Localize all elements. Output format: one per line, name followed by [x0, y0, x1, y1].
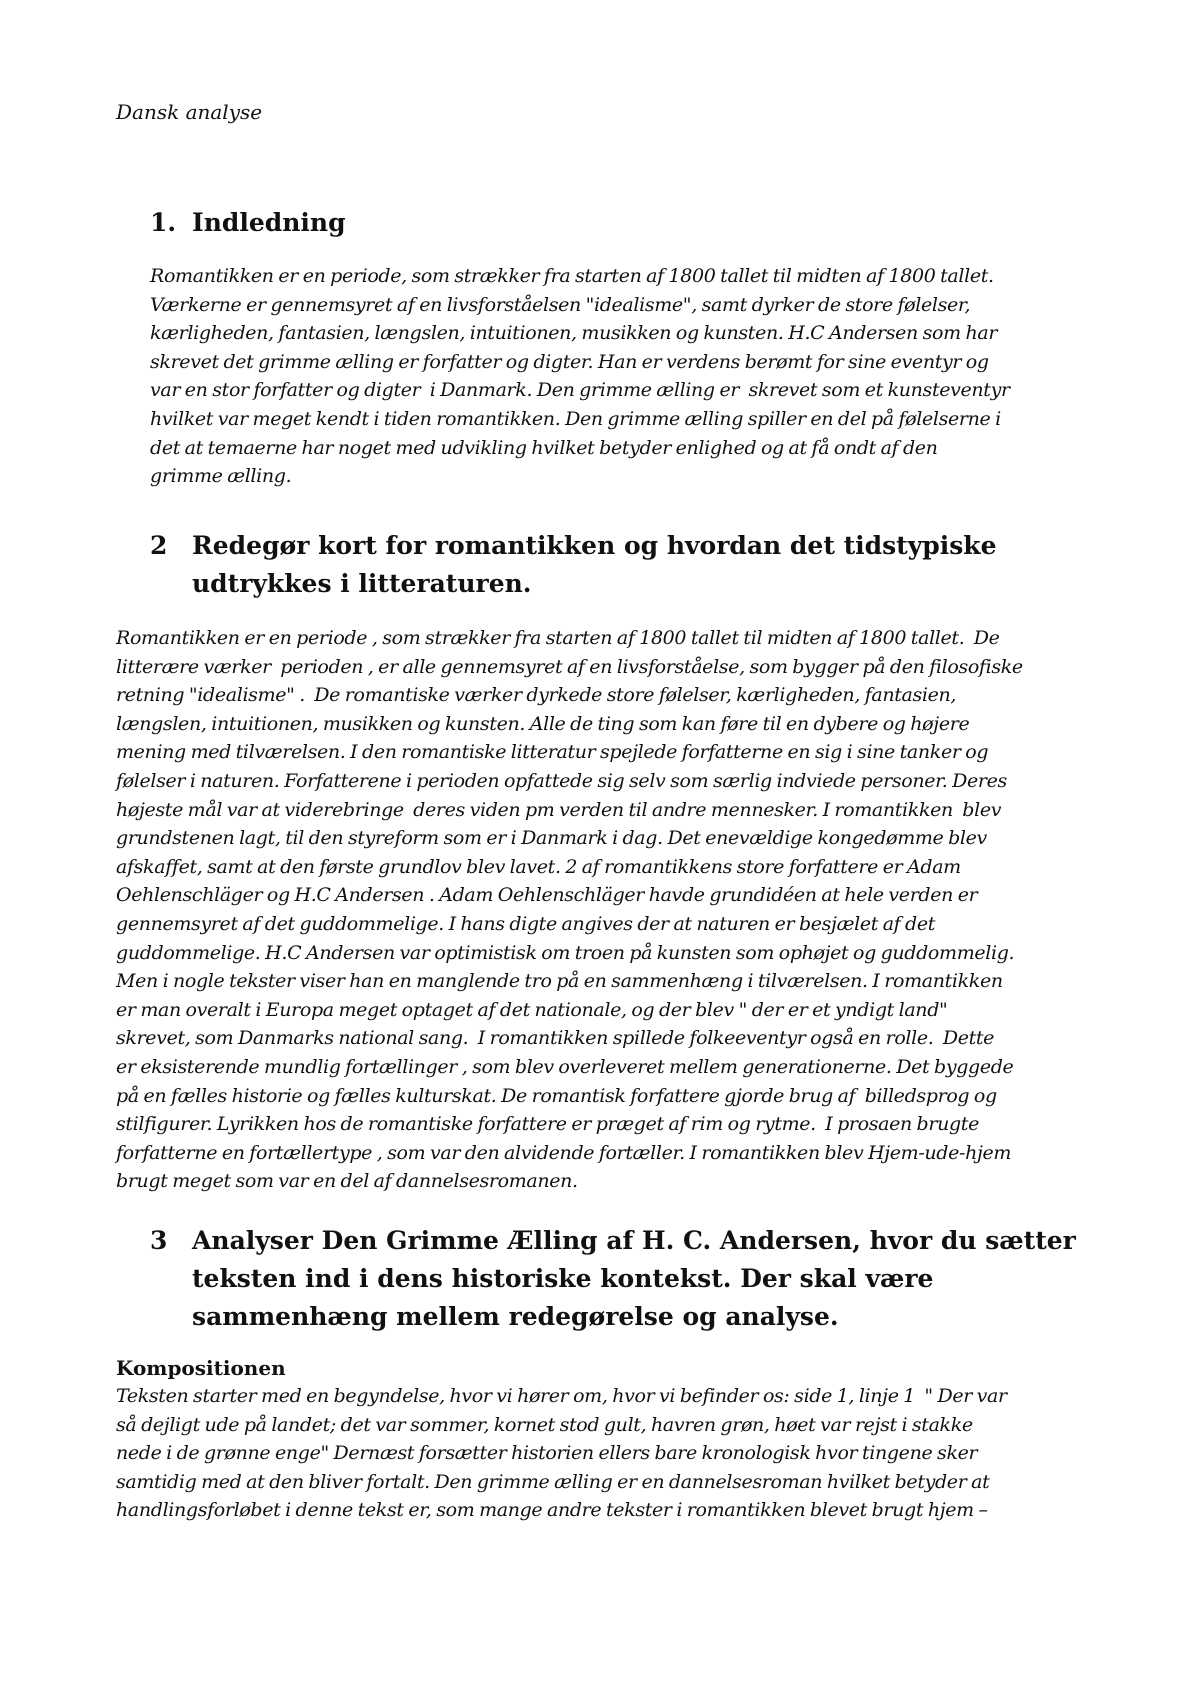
- section-2-heading: [150, 527, 1132, 603]
- section-1-heading: [150, 204, 1132, 242]
- section-3-number: 3: [150, 1226, 168, 1255]
- document-header: Dansk analyse: [116, 100, 263, 124]
- section-2-number: 2: [150, 531, 168, 560]
- section-3-body: Teksten starter med en begyndelse, hvor vi hører om, hvor vi befinder os: side 1, linje 1 " Der var så dejligt ude på landet; det var sommer, kornet stod gult, havren grøn, høet var rejst i stakke nede i de grønne enge" Dernæst forsætter historien ellers bare kronologisk hvor tingene sker samtidig med at den bliver fortalt. Den grimme ælling er en dannelsesroman hvilket betyder at handlingsforløbet i denne tekst er, som mange andre tekster i romantikken blevet brugt hjem –: [116, 1385, 1007, 1522]
- section-3-title: Analyser Den Grimme Ælling af H. C. Andersen, hvor du sætter teksten ind i dens historiske kontekst. Der skal være sammenhæng mellem redegørelse og analyse.: [192, 1226, 1076, 1331]
- section-1-body: Romantikken er en periode, som strækker fra starten af 1800 tallet til midten af 1800 tallet. Værkerne er gennemsyret af en livsforståelsen "idealisme", samt dyrker de store følelser, kærligheden, fantasien, længslen, intuitionen, musikken og kunsten. H.C Andersen som har skrevet det grimme ælling er forfatter og digter. Han er verdens berømt for sine eventyr og var en stor forfatter og digter i Danmark. Den grimme ælling er skrevet som et kunsteventyr hvilket var meget kendt i tiden romantikken. Den grimme ælling spiller en del på følelserne i det at temaerne har noget med udvikling hvilket betyder enlighed og at få ondt af den grimme ælling.: [150, 265, 1010, 488]
- section-1-number: 1.: [150, 208, 177, 237]
- section-3-heading: [150, 1222, 1092, 1336]
- section-3-subheading: Kompositionen: [116, 1356, 286, 1380]
- section-2-title: Redegør kort for romantikken og hvordan det tidstypiske udtrykkes i litteraturen.: [192, 531, 997, 598]
- section-2-body: Romantikken er en periode , som strækker fra starten af 1800 tallet til midten af 1800 tallet. De litterære værker perioden , er alle gennemsyret af en livsforståelse, som bygger på den filosofiske retning "idealisme" . De romantiske værker dyrkede store følelser, kærligheden, fantasien, længslen, intuitionen, musikken og kunsten. Alle de ting som kan føre til en dybere og højere mening med tilværelsen. I den romantiske litteratur spejlede forfatterne en sig i sine tanker og følelser i naturen. Forfatterene i perioden opfattede sig selv som særlig indviede personer. Deres højeste mål var at viderebringe deres viden pm verden til andre mennesker. I romantikken blev grundstenen lagt, til den styreform som er i Danmark i dag. Det enevældige kongedømme blev afskaffet, samt at den første grundlov blev lavet. 2 af romantikkens store forfattere er Adam Oehlenschläger og H.C Andersen . Adam Oehlenschläger havde grundidéen at hele verden er gennemsyret af det guddommelige. I hans digte angives der at naturen er besjælet af det guddommelige. H.C Andersen var optimistisk om troen på kunsten som ophøjet og guddommelig. Men i nogle tekster viser han en manglende tro på en sammenhæng i tilværelsen. I romantikken er man overalt i Europa meget optaget af det nationale, og der blev " der er et yndigt land" skrevet, som Danmarks national sang. I romantikken spillede folkeeventyr også en rolle. Dette er eksisterende mundlig fortællinger , som blev overleveret mellem generationerne. Det byggede på en fælles historie og fælles kulturskat. De romantisk forfattere gjorde brug af billedsprog og stilfigurer. Lyrikken hos de romantiske forfattere er præget af rim og rytme. I prosaen brugte forfatterne en fortællertype , som var den alvidende fortæller. I romantikken blev Hjem-ude-hjem brugt meget som var en del af dannelsesromanen.: [116, 627, 1023, 1193]
- section-1-title: Indledning: [192, 208, 346, 237]
